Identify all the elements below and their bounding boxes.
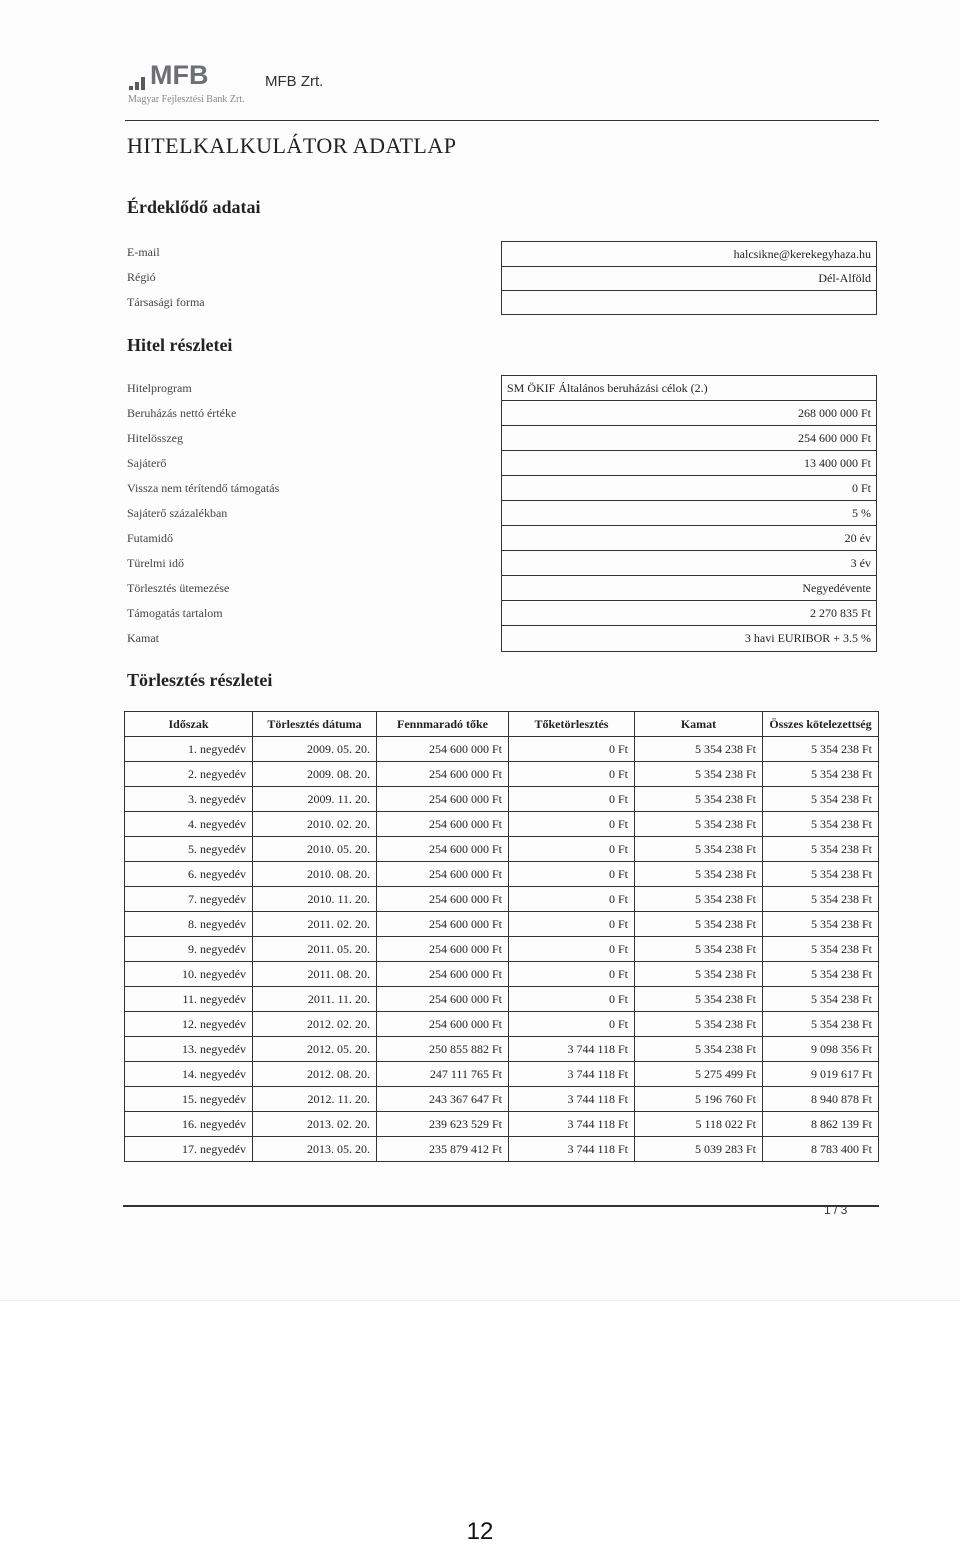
table-cell: 5 354 238 Ft bbox=[635, 937, 763, 962]
table-cell: 2011. 05. 20. bbox=[253, 937, 377, 962]
table-cell: 2010. 05. 20. bbox=[253, 837, 377, 862]
table-cell: 0 Ft bbox=[509, 787, 635, 812]
loan-row-subsidy bbox=[502, 601, 876, 626]
table-cell: 2012. 02. 20. bbox=[253, 1012, 377, 1037]
table-cell: 5 354 238 Ft bbox=[763, 862, 879, 887]
table-cell: 254 600 000 Ft bbox=[377, 987, 509, 1012]
label-own-funds-percent: Sajáterő százalékban bbox=[127, 506, 228, 520]
table-cell: 254 600 000 Ft bbox=[377, 912, 509, 937]
table-row bbox=[125, 762, 879, 787]
value-grace-period: 3 év bbox=[850, 556, 871, 570]
table-cell: 254 600 000 Ft bbox=[377, 937, 509, 962]
label-subsidy: Támogatás tartalom bbox=[127, 606, 223, 620]
value-investment: 268 000 000 Ft bbox=[797, 406, 871, 420]
table-cell: 2013. 05. 20. bbox=[253, 1137, 377, 1162]
table-cell: 0 Ft bbox=[509, 812, 635, 837]
table-cell: 13. negyedév bbox=[125, 1037, 253, 1062]
column-header: Időszak bbox=[125, 712, 253, 737]
table-cell: 5 354 238 Ft bbox=[763, 762, 879, 787]
table-cell: 16. negyedév bbox=[125, 1112, 253, 1137]
table-cell: 9 019 617 Ft bbox=[763, 1062, 879, 1087]
table-cell: 0 Ft bbox=[509, 1012, 635, 1037]
table-row bbox=[125, 737, 879, 762]
table-cell: 5 196 760 Ft bbox=[635, 1087, 763, 1112]
inquirer-box bbox=[501, 241, 877, 315]
header-divider bbox=[125, 120, 879, 121]
table-cell: 254 600 000 Ft bbox=[377, 887, 509, 912]
table-cell: 235 879 412 Ft bbox=[377, 1137, 509, 1162]
table-cell: 254 600 000 Ft bbox=[377, 837, 509, 862]
table-cell: 2009. 08. 20. bbox=[253, 762, 377, 787]
table-cell: 5 354 238 Ft bbox=[763, 812, 879, 837]
table-cell: 239 623 529 Ft bbox=[377, 1112, 509, 1137]
table-cell: 5. negyedév bbox=[125, 837, 253, 862]
page-title: HITELKALKULÁTOR ADATLAP bbox=[127, 133, 457, 158]
loan-row-own-funds bbox=[502, 451, 876, 476]
table-cell: 2013. 02. 20. bbox=[253, 1112, 377, 1137]
table-cell: 9. negyedév bbox=[125, 937, 253, 962]
table-cell: 2011. 08. 20. bbox=[253, 962, 377, 987]
label-region: Régió bbox=[127, 270, 156, 284]
loan-row-term bbox=[502, 526, 876, 551]
table-cell: 5 354 238 Ft bbox=[763, 1012, 879, 1037]
table-cell: 0 Ft bbox=[509, 912, 635, 937]
value-own-funds: 13 400 000 Ft bbox=[803, 456, 871, 470]
loan-row-grant bbox=[502, 476, 876, 501]
value-grant: 0 Ft bbox=[851, 481, 871, 495]
label-company-form: Társasági forma bbox=[127, 295, 205, 309]
table-cell: 2010. 02. 20. bbox=[253, 812, 377, 837]
label-email: E-mail bbox=[127, 245, 160, 259]
table-cell: 5 354 238 Ft bbox=[763, 887, 879, 912]
table-cell: 5 354 238 Ft bbox=[763, 737, 879, 762]
label-interest: Kamat bbox=[127, 631, 159, 645]
table-row bbox=[125, 1012, 879, 1037]
table-cell: 5 354 238 Ft bbox=[763, 837, 879, 862]
label-term: Futamidő bbox=[127, 531, 174, 545]
table-cell: 254 600 000 Ft bbox=[377, 812, 509, 837]
company-name: MFB Zrt. bbox=[265, 73, 324, 90]
loan-row-program bbox=[502, 376, 876, 401]
table-cell: 0 Ft bbox=[509, 887, 635, 912]
table-cell: 5 354 238 Ft bbox=[763, 962, 879, 987]
table-cell: 9 098 356 Ft bbox=[763, 1037, 879, 1062]
table-cell: 5 354 238 Ft bbox=[635, 762, 763, 787]
table-row bbox=[125, 787, 879, 812]
table-cell: 2009. 11. 20. bbox=[253, 787, 377, 812]
column-header: Összes kötelezettség bbox=[763, 712, 879, 737]
table-cell: 3. negyedév bbox=[125, 787, 253, 812]
table-cell: 243 367 647 Ft bbox=[377, 1087, 509, 1112]
table-row bbox=[125, 1062, 879, 1087]
table-cell: 17. negyedév bbox=[125, 1137, 253, 1162]
table-cell: 5 354 238 Ft bbox=[635, 837, 763, 862]
table-cell: 8 940 878 Ft bbox=[763, 1087, 879, 1112]
label-investment: Beruházás nettó értéke bbox=[127, 406, 237, 420]
table-cell: 5 354 238 Ft bbox=[635, 962, 763, 987]
column-header: Tőketörlesztés bbox=[509, 712, 635, 737]
label-grant: Vissza nem térítendő támogatás bbox=[127, 481, 280, 495]
table-row bbox=[125, 987, 879, 1012]
loan-row-schedule bbox=[502, 576, 876, 601]
table-cell: 4. negyedév bbox=[125, 812, 253, 837]
table-cell: 5 354 238 Ft bbox=[635, 887, 763, 912]
table-cell: 0 Ft bbox=[509, 987, 635, 1012]
table-cell: 254 600 000 Ft bbox=[377, 962, 509, 987]
table-cell: 5 354 238 Ft bbox=[635, 912, 763, 937]
value-loan-amount: 254 600 000 Ft bbox=[797, 431, 871, 445]
table-cell: 0 Ft bbox=[509, 862, 635, 887]
table-cell: 5 354 238 Ft bbox=[763, 787, 879, 812]
table-cell: 254 600 000 Ft bbox=[377, 862, 509, 887]
section-title-loan: Hitel részletei bbox=[127, 335, 233, 355]
logo-text: MFB bbox=[150, 60, 209, 90]
table-cell: 2012. 05. 20. bbox=[253, 1037, 377, 1062]
table-body bbox=[125, 737, 879, 1162]
label-schedule: Törlesztés ütemezése bbox=[127, 581, 230, 595]
table-row bbox=[125, 887, 879, 912]
table-cell: 8 783 400 Ft bbox=[763, 1137, 879, 1162]
table-cell: 5 354 238 Ft bbox=[635, 737, 763, 762]
table-row bbox=[125, 937, 879, 962]
inquirer-row-region bbox=[502, 266, 876, 291]
table-cell: 5 354 238 Ft bbox=[763, 912, 879, 937]
table-row bbox=[125, 962, 879, 987]
value-interest: 3 havi EURIBOR + 3.5 % bbox=[744, 631, 871, 645]
table-cell: 7. negyedév bbox=[125, 887, 253, 912]
column-header: Kamat bbox=[635, 712, 763, 737]
table-cell: 2010. 08. 20. bbox=[253, 862, 377, 887]
table-cell: 2012. 11. 20. bbox=[253, 1087, 377, 1112]
table-cell: 15. negyedév bbox=[125, 1087, 253, 1112]
loan-box bbox=[501, 375, 877, 652]
table-row bbox=[125, 1137, 879, 1162]
table-cell: 5 354 238 Ft bbox=[635, 1012, 763, 1037]
table-cell: 247 111 765 Ft bbox=[377, 1062, 509, 1087]
table-cell: 6. negyedév bbox=[125, 862, 253, 887]
value-email: halcsikne@kerekegyhaza.hu bbox=[733, 247, 871, 261]
table-cell: 14. negyedév bbox=[125, 1062, 253, 1087]
table-cell: 8 862 139 Ft bbox=[763, 1112, 879, 1137]
table-cell: 254 600 000 Ft bbox=[377, 1012, 509, 1037]
table-row bbox=[125, 1112, 879, 1137]
table-cell: 5 354 238 Ft bbox=[635, 1037, 763, 1062]
table-cell: 5 039 283 Ft bbox=[635, 1137, 763, 1162]
loan-row-interest bbox=[502, 626, 876, 651]
loan-row-loan-amount bbox=[502, 426, 876, 451]
table-cell: 2010. 11. 20. bbox=[253, 887, 377, 912]
table-cell: 5 275 499 Ft bbox=[635, 1062, 763, 1087]
table-cell: 5 354 238 Ft bbox=[635, 987, 763, 1012]
inquirer-row-company-form bbox=[502, 290, 876, 315]
table-cell: 0 Ft bbox=[509, 937, 635, 962]
footer-page-number: 12 bbox=[466, 1518, 494, 1545]
inquirer-row-email bbox=[502, 242, 876, 267]
table-cell: 2009. 05. 20. bbox=[253, 737, 377, 762]
table-row bbox=[125, 862, 879, 887]
table-cell: 3 744 118 Ft bbox=[509, 1087, 635, 1112]
label-loan-amount: Hitelösszeg bbox=[127, 431, 183, 445]
value-schedule: Negyedévente bbox=[802, 581, 871, 595]
column-header: Fennmaradó tőke bbox=[377, 712, 509, 737]
table-cell: 5 354 238 Ft bbox=[635, 787, 763, 812]
value-own-funds-percent: 5 % bbox=[852, 506, 871, 520]
table-row bbox=[125, 1087, 879, 1112]
table-cell: 2. negyedév bbox=[125, 762, 253, 787]
table-cell: 5 354 238 Ft bbox=[635, 862, 763, 887]
table-row bbox=[125, 837, 879, 862]
table-cell: 254 600 000 Ft bbox=[377, 787, 509, 812]
section-title-repayment: Törlesztés részletei bbox=[127, 670, 273, 690]
table-cell: 250 855 882 Ft bbox=[377, 1037, 509, 1062]
table-cell: 0 Ft bbox=[509, 737, 635, 762]
table-cell: 12. negyedév bbox=[125, 1012, 253, 1037]
table-cell: 2012. 08. 20. bbox=[253, 1062, 377, 1087]
table-row bbox=[125, 1037, 879, 1062]
table-cell: 3 744 118 Ft bbox=[509, 1137, 635, 1162]
table-cell: 5 354 238 Ft bbox=[763, 987, 879, 1012]
logo-bars-icon bbox=[125, 74, 149, 90]
table-cell: 5 354 238 Ft bbox=[763, 937, 879, 962]
page-indicator: 1 / 3 bbox=[824, 1203, 848, 1217]
table-cell: 3 744 118 Ft bbox=[509, 1062, 635, 1087]
table-cell: 0 Ft bbox=[509, 762, 635, 787]
value-subsidy: 2 270 835 Ft bbox=[809, 606, 871, 620]
table-cell: 2011. 11. 20. bbox=[253, 987, 377, 1012]
table-cell: 0 Ft bbox=[509, 962, 635, 987]
table-cell: 3 744 118 Ft bbox=[509, 1037, 635, 1062]
table-cell: 10. negyedév bbox=[125, 962, 253, 987]
table-header-row bbox=[125, 712, 879, 737]
table-cell: 254 600 000 Ft bbox=[377, 737, 509, 762]
value-region: Dél-Alföld bbox=[818, 271, 871, 285]
table-cell: 8. negyedév bbox=[125, 912, 253, 937]
repayment-table bbox=[124, 711, 879, 1162]
label-program: Hitelprogram bbox=[127, 381, 192, 395]
table-cell: 5 118 022 Ft bbox=[635, 1112, 763, 1137]
value-program: SM ÖKIF Általános beruházási célok (2.) bbox=[507, 381, 708, 395]
section-title-inquirer: Érdeklődő adatai bbox=[127, 197, 261, 217]
label-own-funds: Sajáterő bbox=[127, 456, 167, 470]
loan-row-investment bbox=[502, 401, 876, 426]
table-cell: 5 354 238 Ft bbox=[635, 812, 763, 837]
label-grace-period: Türelmi idő bbox=[127, 556, 184, 570]
logo-subtitle: Magyar Fejlesztési Bank Zrt. bbox=[128, 94, 245, 105]
loan-row-own-funds-percent bbox=[502, 501, 876, 526]
footer-divider bbox=[123, 1205, 879, 1207]
table-cell: 2011. 02. 20. bbox=[253, 912, 377, 937]
table-cell: 254 600 000 Ft bbox=[377, 762, 509, 787]
table-cell: 1. negyedév bbox=[125, 737, 253, 762]
table-cell: 0 Ft bbox=[509, 837, 635, 862]
table-row bbox=[125, 812, 879, 837]
column-header: Törlesztés dátuma bbox=[253, 712, 377, 737]
value-term: 20 év bbox=[844, 531, 871, 545]
table-cell: 11. negyedév bbox=[125, 987, 253, 1012]
table-row bbox=[125, 912, 879, 937]
table-cell: 3 744 118 Ft bbox=[509, 1112, 635, 1137]
loan-row-grace-period bbox=[502, 551, 876, 576]
